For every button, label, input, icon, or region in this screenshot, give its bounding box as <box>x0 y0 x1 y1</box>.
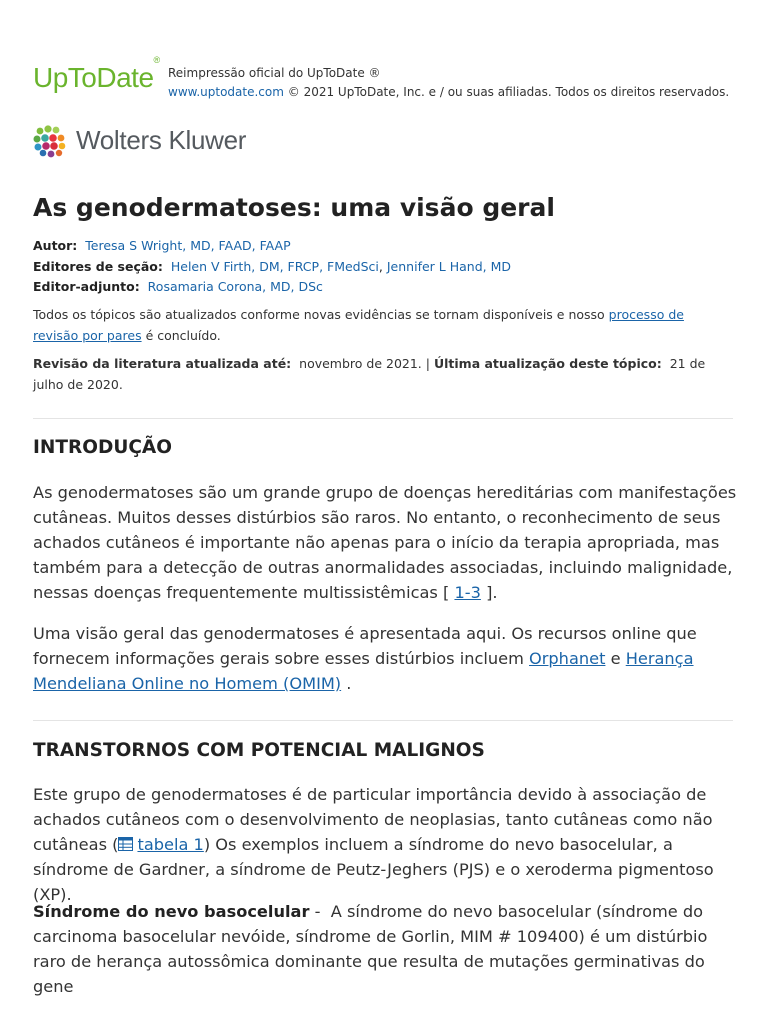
header <box>33 54 733 102</box>
section-editor-2[interactable]: Jennifer L Hand, MD <box>386 258 511 274</box>
malignant-p1-text: Este grupo de genodermatoses é de particular importância devido à associação de achados cutâneos com o desenvolvimento de neoplasias, tanto cutâneas como não cutâneas ( <box>33 785 713 854</box>
section-editor-1[interactable]: Helen V Firth, DM, FRCP, FMedSci <box>170 258 379 274</box>
basal-cell-nevus-heading: Síndrome do nevo basocelular <box>33 902 310 921</box>
lit-review-label: Revisão da literatura atualizada até: <box>33 356 292 371</box>
update-notice <box>33 305 733 346</box>
last-updated-date: 21 de julho de 2020. <box>33 356 706 392</box>
malignant-p2-text: A síndrome do nevo basocelular (síndrome do carcinoma basocelular nevóide, síndrome de Gorlin, MIM # 109400) é um distúrbio raro de herança autossômica dominante que resulta de mutações germinativas do gene <box>33 902 708 996</box>
publisher-name: Wolters Kluwer <box>76 125 247 155</box>
malignant-paragraph-2 <box>33 899 738 999</box>
intro-p1-text: As genodermatoses são um grande grupo de doenças hereditárias com manifestações cutâneas. Muitos desses distúrbios são raros. No entanto, o reconhecimento de seus achados cutâneos é importante não apenas para o início da terapia apropriada, mas também para a detecção de outras anormalidades associadas, incluindo malignidade, nessas doenças frequentemente multissistêmicas [ <box>33 483 737 602</box>
intro-p1-end: ]. <box>486 583 498 602</box>
peer-review-link[interactable]: processo de revisão por pares <box>33 307 684 343</box>
section-heading-malignant-potential: TRANSTORNOS COM POTENCIAL MALIGNOS <box>33 740 485 761</box>
logo-text: UpToDate <box>33 62 154 93</box>
lit-review-date: novembro de 2021. <box>299 356 422 371</box>
author-row <box>33 236 733 257</box>
intro-p2-end: . <box>346 674 352 693</box>
deputy-editor-name[interactable]: Rosamaria Corona, MD, DSc <box>147 279 323 294</box>
revision-separator: | <box>425 356 430 371</box>
page-title: As genodermatoses: uma visão geral <box>33 193 555 222</box>
revision-info <box>33 353 738 395</box>
author-name[interactable]: Teresa S Wright, MD, FAAD, FAAP <box>85 238 291 253</box>
logo-registered-mark: ® <box>153 54 160 65</box>
intro-p2-text: Uma visão geral das genodermatoses é apresentada aqui. Os recursos online que fornecem informações gerais sobre esses distúrbios incluem <box>33 624 697 668</box>
table-1-link[interactable] <box>118 835 203 854</box>
reference-link-1-3[interactable]: 1-3 <box>454 583 481 602</box>
copyright-text: © 2021 UpToDate, Inc. e / ou suas afiliadas. Todos os direitos reservados. <box>287 85 730 99</box>
deputy-editor-row <box>33 277 733 298</box>
table-icon <box>118 837 133 851</box>
section-editors-label: Editores de seção: <box>33 258 163 274</box>
malignant-paragraph-1 <box>33 782 738 907</box>
notice-end: é concluído. <box>145 327 221 343</box>
deputy-editor-label: Editor-adjunto: <box>33 279 140 294</box>
globe-logo-icon <box>33 124 69 158</box>
copyright-line <box>168 83 738 102</box>
last-updated-label: Última atualização deste tópico: <box>433 356 662 371</box>
table-1-label: tabela 1 <box>137 835 204 854</box>
author-label: Autor: <box>33 238 78 253</box>
malignant-p1-end: ) Os exemplos incluem a síndrome do nevo basocelular, a síndrome de Gardner, a síndrome de Peutz-Jeghers (PJS) e o xeroderma pigmentoso (XP). <box>33 835 714 904</box>
intro-p2-and: e <box>610 649 621 668</box>
inline-dash: - <box>309 902 331 921</box>
introduction-paragraph-2 <box>33 621 738 696</box>
orphanet-link[interactable]: Orphanet <box>529 649 606 668</box>
reprint-title: Reimpressão oficial do UpToDate ® <box>168 66 381 80</box>
introduction-paragraph-1 <box>33 480 738 605</box>
article-contributors <box>33 236 733 298</box>
uptodate-logo[interactable] <box>33 54 160 94</box>
divider <box>33 418 733 419</box>
omim-link[interactable]: Herança Mendeliana Online no Homem (OMIM) <box>33 649 694 693</box>
section-heading-introduction: INTRODUÇÃO <box>33 437 172 458</box>
notice-text: Todos os tópicos são atualizados conforme novas evidências se tornam disponíveis e nosso <box>33 307 605 322</box>
section-editors-row <box>33 257 733 278</box>
divider <box>33 720 733 721</box>
editor-separator: , <box>378 258 383 274</box>
website-link[interactable]: www.uptodate.com <box>168 85 284 99</box>
reprint-notice <box>168 64 738 102</box>
